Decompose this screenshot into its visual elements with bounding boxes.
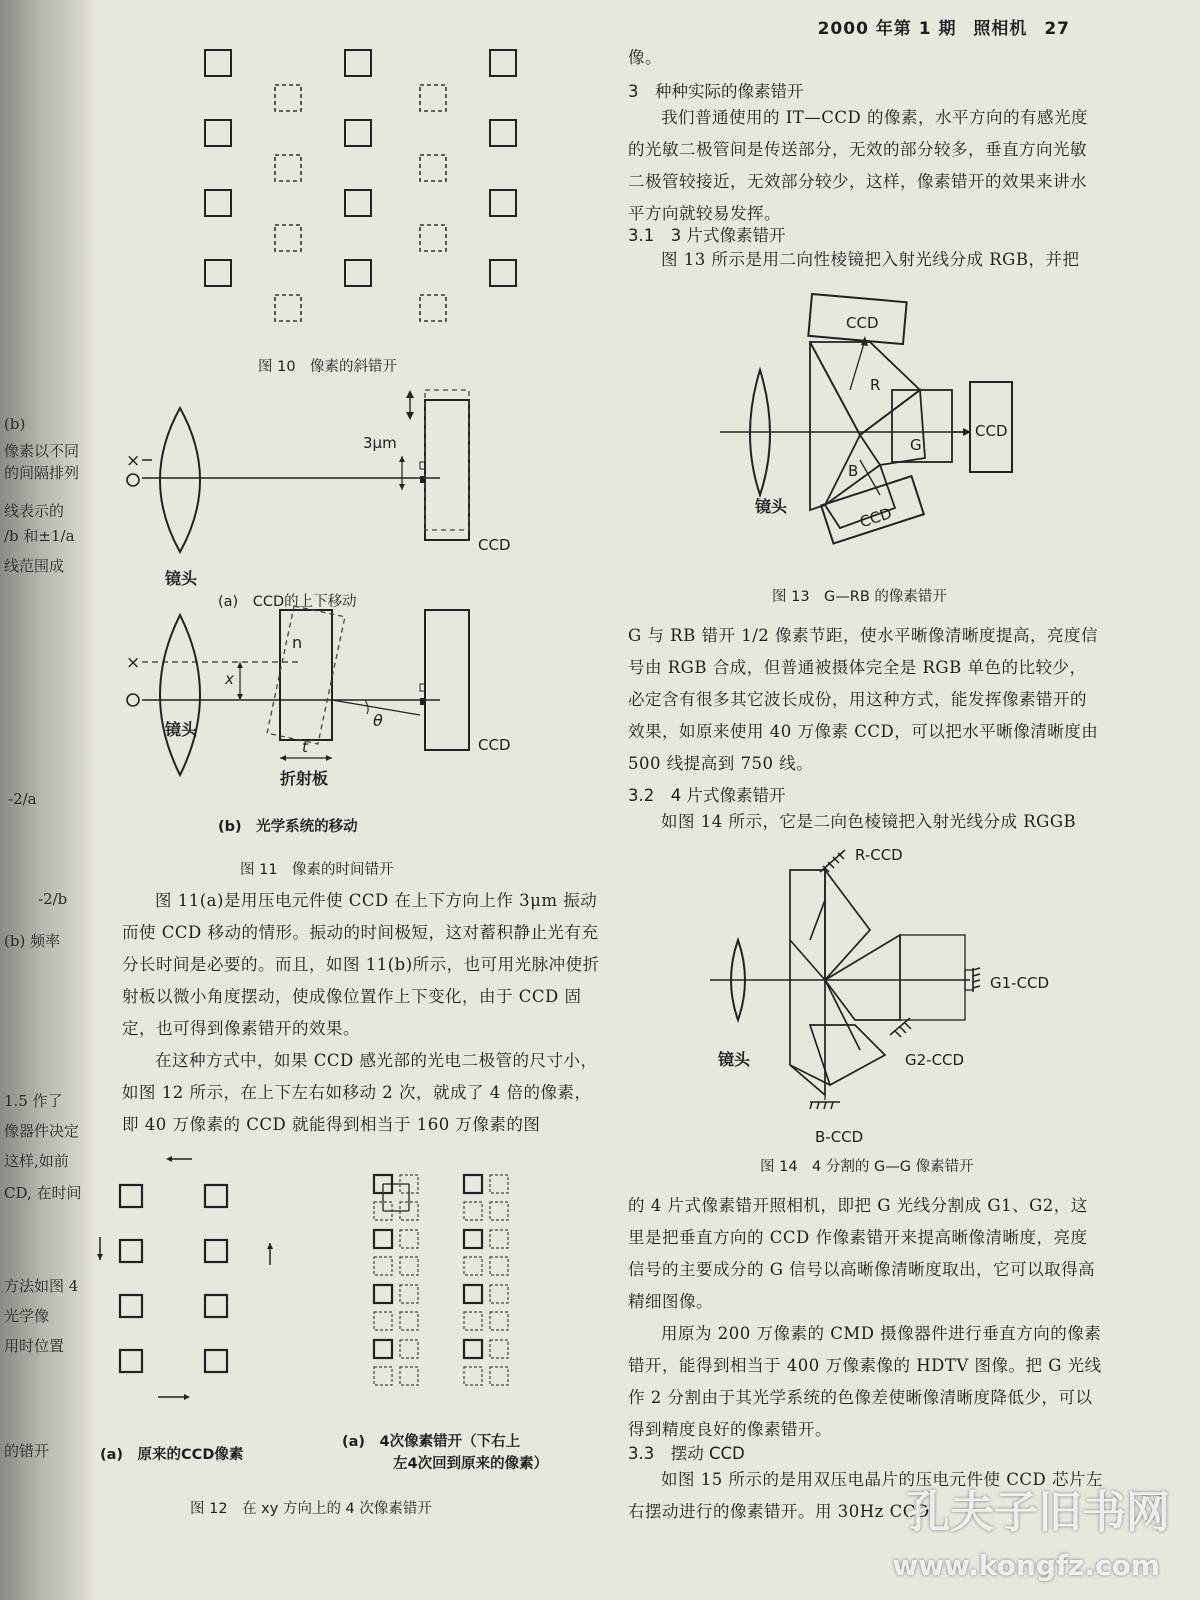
label-g1-ccd: G1-CCD <box>990 974 1050 992</box>
gutter-fragment: 用时位置 <box>4 1337 65 1355</box>
right-text-continuation: 像。 <box>628 48 662 67</box>
pixel-dashed <box>420 225 446 251</box>
label-g2-ccd: G2-CCD <box>905 1051 965 1069</box>
label-lens: 镜头 <box>755 497 788 516</box>
watermark-text: 孔夫子旧书网 <box>906 1487 1170 1538</box>
fig12b-subcaption-line1: (a) 4次像素错开（下右上 <box>342 1434 521 1450</box>
pixel-solid <box>345 50 371 76</box>
label-n: n <box>292 633 303 652</box>
running-header <box>808 14 1070 39</box>
fig13-diagram <box>720 290 1120 560</box>
svg-text:×: × <box>126 451 141 471</box>
refractive-plate-tilted <box>267 606 345 744</box>
label-ccd: CCD <box>478 736 511 754</box>
label-r: R <box>870 376 881 394</box>
pixel-dashed <box>420 85 446 111</box>
fig14-caption: 图 14 4 分割的 G—G 像素错开 <box>760 1159 974 1175</box>
section-31-heading: 3.1 3 片式像素错开 <box>628 226 786 245</box>
label-b: B <box>848 462 859 480</box>
label-ccd-top: CCD <box>846 314 879 332</box>
label-r-ccd: R-CCD <box>855 846 903 864</box>
gutter-fragment: (b) <box>4 415 26 433</box>
label-ccd: CCD <box>478 536 511 554</box>
watermark-url: www.kongfz.com <box>892 1549 1160 1582</box>
paragraph: 在这种方式中，如果 CCD 感光部的光电二极管的尺寸小，如图 12 所示，在上下左右如移动 2 次，就成了 4 倍的像素，即 40 万像素的 CCD 就能得到相当于 160 万像素的图 <box>122 1051 598 1134</box>
gutter-fragment: 的间隔排列 <box>4 464 80 482</box>
fig11-caption: 图 11 像素的时间错开 <box>240 862 394 878</box>
gutter-fragment: -2/b <box>38 890 68 908</box>
pixel-dashed <box>275 155 301 181</box>
pixel-solid <box>345 120 371 146</box>
pixel-solid <box>205 190 231 216</box>
gutter-fragment: 像素以不同 <box>4 442 80 460</box>
fig13-caption: 图 13 G—RB 的像素错开 <box>772 589 947 605</box>
section-32-heading: 3.2 4 片式像素错开 <box>628 786 786 805</box>
fig11b-diagram <box>120 600 560 800</box>
fig12-caption: 图 12 在 xy 方向上的 4 次像素错开 <box>190 1501 432 1517</box>
lens <box>160 408 200 552</box>
label-b-ccd: B-CCD <box>815 1128 864 1146</box>
label-lens: 镜头 <box>718 1050 751 1069</box>
svg-text:×: × <box>126 653 141 673</box>
paragraph: G 与 RB 错开 1/2 像素节距，使水平晰像清晰度提高，亮度信号由 RGB 合成，但普通被摄体完全是 RGB 单色的比较少，必定含有很多其它波长成份，用这种方式，能发挥像素错开的效果，如原来使用 40 万像素 CCD，可以把水平晰像清晰度由 500 线提高到 750 线。 <box>628 626 1099 773</box>
fig10-caption: 图 10 像素的斜错开 <box>258 359 398 375</box>
pixel-solid <box>205 50 231 76</box>
ccd-displaced <box>425 390 469 530</box>
pixel-solid <box>490 50 516 76</box>
label-g: G <box>910 436 922 454</box>
right-column-text-2 <box>628 244 1103 276</box>
pixel-solid <box>205 120 231 146</box>
ccd-body <box>425 400 469 540</box>
pixel-dashed <box>275 85 301 111</box>
pixel-dashed <box>420 155 446 181</box>
label-plate: 折射板 <box>280 769 329 788</box>
header-issue: 2000 年第 1 期 <box>817 19 957 39</box>
gutter-fragment: 的错开 <box>4 1442 50 1460</box>
fig11a-diagram <box>120 390 560 588</box>
right-column-text-5 <box>628 1190 1103 1446</box>
fig11a-subcaption: (a) CCD的上下移动 <box>218 594 357 610</box>
label-lens: 镜头 <box>165 569 198 588</box>
pixel-dashed <box>420 295 446 321</box>
gutter-fragment: 这样,如前 <box>4 1152 69 1170</box>
label-theta: θ <box>373 711 383 730</box>
pixel-solid <box>490 120 516 146</box>
gutter-fragment: -2/a <box>8 790 37 808</box>
label-ccd-right: CCD <box>975 422 1008 440</box>
fig12b-subcaption-line2: 左4次回到原来的像素） <box>393 1456 549 1472</box>
paragraph: 如图 14 所示，它是二向色棱镜把入射光线分成 RGGB <box>661 812 1077 831</box>
ccd-body <box>425 610 469 750</box>
pixel-solid <box>345 190 371 216</box>
label-x: x <box>225 670 234 688</box>
right-column-text-1 <box>628 102 1103 230</box>
pixel-dashed <box>275 295 301 321</box>
pixel-solid <box>490 260 516 286</box>
gutter-fragment: (b) 频率 <box>4 932 61 950</box>
pixel-solid <box>490 190 516 216</box>
section-33-heading: 3.3 摆动 CCD <box>628 1444 745 1463</box>
pixel-solid <box>205 260 231 286</box>
fig11b-subcaption: (b) 光学系统的移动 <box>218 819 358 835</box>
pixel-dashed <box>275 225 301 251</box>
gutter-fragment: 线范围成 <box>4 557 65 575</box>
label-3um: 3μm <box>363 434 397 452</box>
fig12a-subcaption: (a) 原来的CCD像素 <box>100 1447 244 1463</box>
paragraph: 如图 15 所示的是用双压电晶片的压电元件使 CCD 芯片左右摆动进行的像素错开。用 30Hz CCD <box>628 1470 1103 1521</box>
paragraph: 图 13 所示是用二向性棱镜把入射光线分成 RGB，并把 <box>661 250 1080 269</box>
gutter-fragment: 1.5 作了 <box>4 1092 63 1110</box>
header-page-number: 27 <box>1044 19 1070 39</box>
right-column-text-4 <box>628 806 1103 838</box>
binding-gutter <box>0 0 95 1600</box>
paragraph: 图 11(a)是用压电元件使 CCD 在上下方向上作 3μm 振动而使 CCD 移动的情形。振动的时间极短，这对蓄积静止光有充分长时间是必要的。而且，如图 11(b)所示，也可用光脉冲使折射板以微小角度摆动，使成像位置作上下变化，由于 CCD 固定，也可得到像素错开的效果。 <box>122 891 600 1038</box>
label-ccd-bottom: CCD <box>857 504 894 532</box>
fig10-diagram <box>195 40 555 340</box>
label-lens: 镜头 <box>165 720 198 739</box>
gutter-fragment: /b 和±1/a <box>4 527 75 545</box>
right-column-text-3 <box>628 620 1103 780</box>
paragraph: 的 4 片式像素错开照相机，即把 G 光线分割成 G1、G2，这里是把垂直方向的 CCD 作像素错开来提高晰像清晰度，亮度信号的主要成分的 G 信号以高晰像清晰度取出，它可以取得高精细图像。 <box>628 1196 1096 1311</box>
gutter-fragment: 线表示的 <box>4 502 65 520</box>
lens <box>160 615 200 775</box>
fig14-diagram <box>710 846 1110 1146</box>
paragraph: 我们普通使用的 IT—CCD 的像素，水平方向的有感光度的光敏二极管间是传送部分，无效的部分较多，垂直方向光敏二极管较接近，无效部分较少，这样，像素错开的效果来讲水平方向就较易发挥。 <box>628 108 1088 223</box>
gutter-fragment: 光学像 <box>4 1307 50 1325</box>
refractive-plate <box>280 610 332 740</box>
gutter-fragment: 方法如图 4 <box>4 1277 79 1295</box>
left-column-text <box>122 885 600 1141</box>
gutter-fragment: 像器件决定 <box>4 1122 80 1140</box>
pixel-solid <box>345 260 371 286</box>
label-t: t <box>302 738 308 756</box>
section-3-heading: 3 种种实际的像素错开 <box>628 82 804 101</box>
fig12-diagram <box>100 1165 580 1435</box>
paragraph: 用原为 200 万像素的 CMD 摄像器件进行垂直方向的像素错开，能得到相当于 400 万像素像的 HDTV 图像。把 G 光线作 2 分割由于其光学系统的色像差使晰像清晰度降低少，可以得到精度良好的像素错开。 <box>628 1324 1102 1439</box>
gutter-fragment: CD, 在时间 <box>4 1184 82 1202</box>
header-journal: 照相机 <box>973 19 1028 39</box>
